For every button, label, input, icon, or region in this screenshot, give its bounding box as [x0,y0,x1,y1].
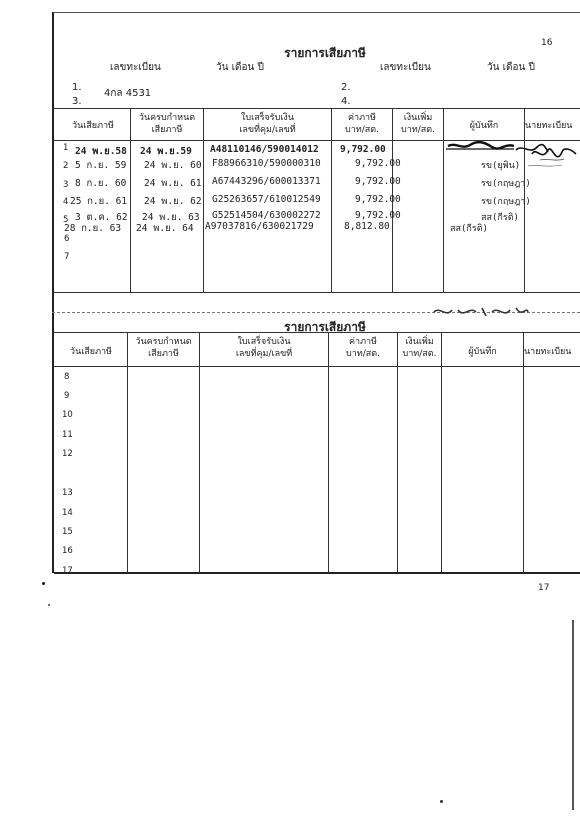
top-col-divider-5 [443,108,444,292]
row-recorder: รข(กฤษฎา) [481,179,531,189]
top-section-title: รายการเสียภาษี [284,46,366,60]
row-due-date: 24 พ.ย. 64 [136,223,194,234]
row-receipt: G25263657/610012549 [212,194,321,205]
top-header-due-date: วันครบกำหนด เสียภาษี [138,113,196,135]
row-tax-date: 24 พ.ย.58 [75,146,127,157]
row-number: 5 [63,215,69,225]
row-amount: 8,812.80 [344,221,390,232]
row-tax-date: 25 ก.ย. 61 [70,196,128,207]
row-amount: 9,792.00 [355,210,401,221]
bottom-table-bottom-border [54,572,580,574]
bottom-table-top-border [54,332,580,333]
page-number-top: 16 [541,38,553,48]
top-sub-left-date: วัน เดือน ปี [216,62,264,73]
row-receipt: G52514504/630002272 [212,210,321,221]
row-number: 8 [64,372,70,382]
top-header-recorder: ผู้บันทึก [469,121,499,131]
scan-speck [48,604,50,606]
row-number: 17 [62,566,73,576]
row-amount: 9,792.00 [340,144,386,155]
reg-slot-2: 2. [341,82,351,93]
row-number: 16 [62,546,73,556]
row-amount: 9,792.00 [355,194,401,205]
row-receipt: A97037816/630021729 [205,221,314,232]
bottom-col-divider-6 [523,332,524,572]
row-amount: 9,792.00 [355,176,401,187]
row-number: 9 [64,391,70,401]
row-due-date: 24 พ.ย. 60 [144,160,202,171]
scan-speck [440,800,443,803]
bottom-col-divider-4 [397,332,398,572]
row-due-date: 24 พ.ย.59 [140,146,192,157]
row-recorder: สส(กีรติ) [450,224,488,234]
row-tax-date: 5 ก.ย. 59 [75,160,127,171]
row-due-date: 24 พ.ย. 63 [142,212,200,223]
row-number: 12 [62,449,73,459]
reg-value-1: 4กล 4531 [104,88,152,99]
row-number: 6 [64,234,70,244]
top-sub-right-date: วัน เดือน ปี [487,62,535,73]
top-header-receipt: ใบเสร็จรับเงิน เลขที่คุม/เลขที่ [239,113,296,135]
row-tax-date: 28 ก.ย. 63 [64,223,122,234]
bottom-table-header-border [54,366,580,367]
bottom-header-tax-amount: ค่าภาษี บาท/สต. [346,337,380,359]
top-header-tax-amount: ค่าภาษี บาท/สต. [345,113,379,135]
top-header-tax-date: วันเสียภาษี [72,121,114,131]
row-tax-date: 3 ต.ค. 62 [75,212,128,223]
row-number: 7 [64,252,70,262]
top-table-top-border [54,108,580,109]
row-number: 11 [62,430,73,440]
bottom-col-divider-5 [441,332,442,572]
bottom-col-divider-1 [127,332,128,572]
row-number: 3 [63,180,69,190]
bottom-header-registrar: นายทะเบียน [524,347,572,357]
top-sub-right-reg: เลขทะเบียน [380,62,431,73]
row-tax-date: 8 ก.ย. 60 [75,178,127,189]
row-number: 2 [63,161,69,171]
reg-slot-4: 4. [341,96,351,107]
reg-slot-3: 3. [72,96,82,107]
bottom-header-tax-date: วันเสียภาษี [70,347,112,357]
signature-stamp-icon [444,140,580,174]
scan-speck [42,582,45,585]
bottom-col-divider-3 [328,332,329,572]
top-sub-left-reg: เลขทะเบียน [110,62,161,73]
bottom-header-receipt: ใบเสร็จรับเงิน เลขที่คุม/เลขที่ [235,337,293,359]
row-number: 14 [62,508,73,518]
bottom-col-divider-2 [199,332,200,572]
row-number: 15 [62,527,73,537]
top-table-bottom-border [54,292,580,293]
bottom-section-title: รายการเสียภาษี [284,320,366,334]
page-number-bottom: 17 [538,583,550,593]
reg-slot-1: 1. [72,82,82,93]
row-number: 13 [62,488,73,498]
row-recorder: รข(กฤษฎา) [481,197,531,207]
row-due-date: 24 พ.ย. 62 [144,196,202,207]
row-number: 1 [63,143,69,153]
row-receipt: F88966310/590000310 [212,158,321,169]
faded-stamp-number-icon [430,304,530,320]
bottom-header-due-date: วันครบกำหนด เสียภาษี [135,337,192,359]
bottom-header-recorder: ผู้บันทึก [468,347,497,357]
row-amount: 9,792.00 [355,158,401,169]
row-recorder: รข(ยุพิน) [481,161,521,171]
row-receipt: A48110146/590014012 [210,144,319,155]
row-receipt: A67443296/600013371 [212,176,321,187]
row-due-date: 24 พ.ย. 61 [144,178,202,189]
row-number: 4 [63,197,69,207]
bottom-header-surcharge: เงินเพิ่ม บาท/สต. [402,337,437,359]
row-number: 10 [62,410,73,420]
top-header-surcharge: เงินเพิ่ม บาท/สต. [401,113,435,135]
scan-edge-shadow [572,620,574,810]
row-recorder: สส(กีรติ) [481,213,519,223]
top-header-registrar: นายทะเบียน [525,121,573,131]
